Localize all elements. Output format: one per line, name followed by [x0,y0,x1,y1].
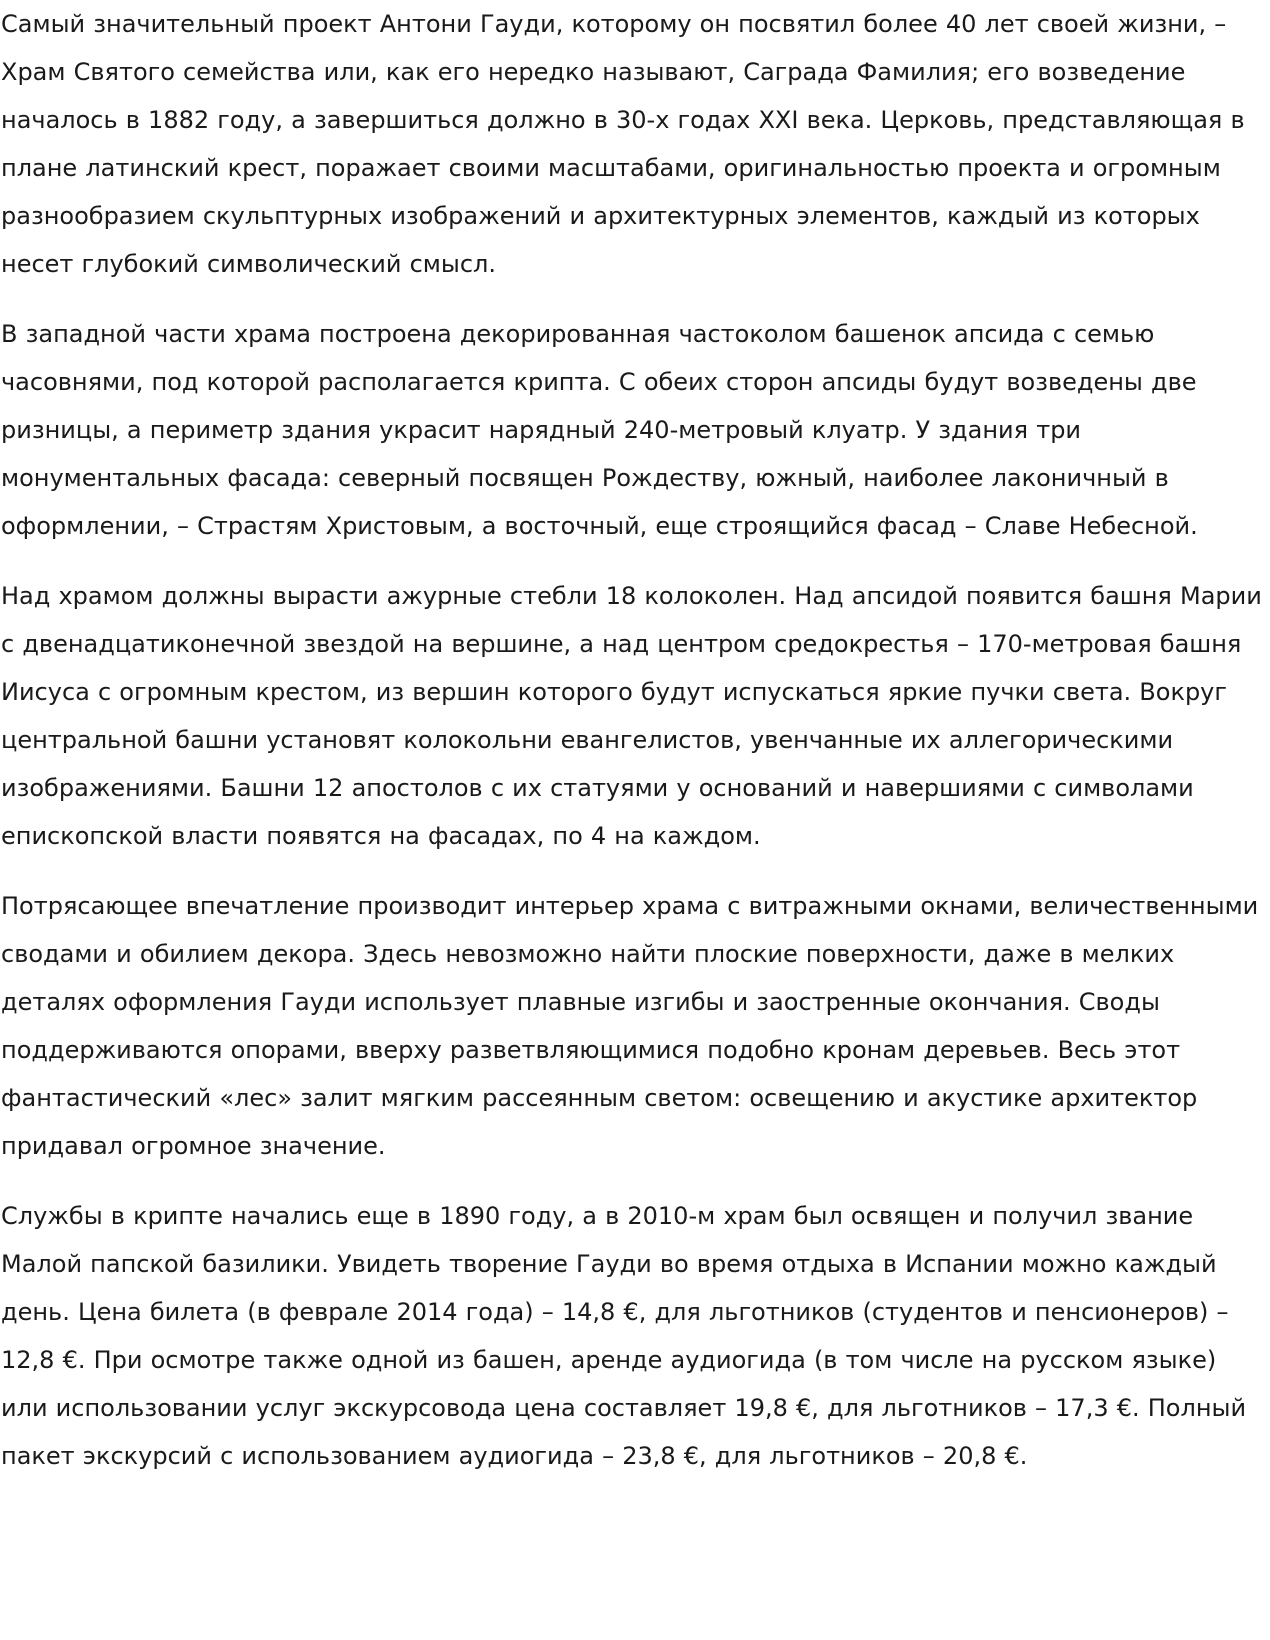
article-body [1,0,1263,1480]
paragraph-interior: Потрясающее впечатление производит интерьер храма с витражными окнами, величественными сводами и обилием декора. Здесь невозможно найти плоские поверхности, даже в мелких деталях оформления Гауди использует плавные изгибы и заостренные окончания. Своды поддерживаются опорами, вверху разветвляющимися подобно кронам деревьев. Весь этот фантастический «лес» залит мягким рассеянным светом: освещению и акустике архитектор придавал огромное значение. [1,892,1259,1160]
paragraph-sagrada-familia-intro: Самый значительный проект Антони Гауди, которому он посвятил более 40 лет своей жизни, – Храм Святого семейства или, как его нередко называют, Саграда Фамилия; его возведение началось в 1882 году, а завершиться должно в 30-х годах XXI века. Церковь, представляющая в плане латинский крест, поражает своими масштабами, оригинальностью проекта и огромным разнообразием скульптурных изображений и архитектурных элементов, каждый из которых несет глубокий символический смысл. [1,10,1245,278]
paragraph-services-and-prices: Службы в крипте начались еще в 1890 году, а в 2010-м храм был освящен и получил звание Малой папской базилики. Увидеть творение Гауди во время отдыха в Испании можно каждый день. Цена билета (в феврале 2014 года) – 14,8 €, для льготников (студентов и пенсионеров) – 12,8 €. При осмотре также одной из башен, аренде аудиогида (в том числе на русском языке) или использовании услуг экскурсовода цена составляет 19,8 €, для льготников – 17,3 €. Полный пакет экскурсий с использованием аудиогида – 23,8 €, для льготников – 20,8 €. [1,1202,1247,1470]
paragraph-bell-towers: Над храмом должны вырасти ажурные стебли 18 колоколен. Над апсидой появится башня Марии с двенадцатиконечной звездой на вершине, а над центром средокрестья – 170-метровая башня Иисуса с огромным крестом, из вершин которого будут испускаться яркие пучки света. Вокруг центральной башни установят колокольни евангелистов, увенчанные их аллегорическими изображениями. Башни 12 апостолов с их статуями у оснований и навершиями с символами епископской власти появятся на фасадах, по 4 на каждом. [1,582,1262,850]
paragraph-apse-and-facades: В западной части храма построена декорированная частоколом башенок апсида с семью часовнями, под которой располагается крипта. С обеих сторон апсиды будут возведены две ризницы, а периметр здания украсит нарядный 240-метровый клуатр. У здания три монументальных фасада: северный посвящен Рождеству, южный, наиболее лаконичный в оформлении, – Страстям Христовым, а восточный, еще строящийся фасад – Славе Небесной. [1,320,1198,540]
